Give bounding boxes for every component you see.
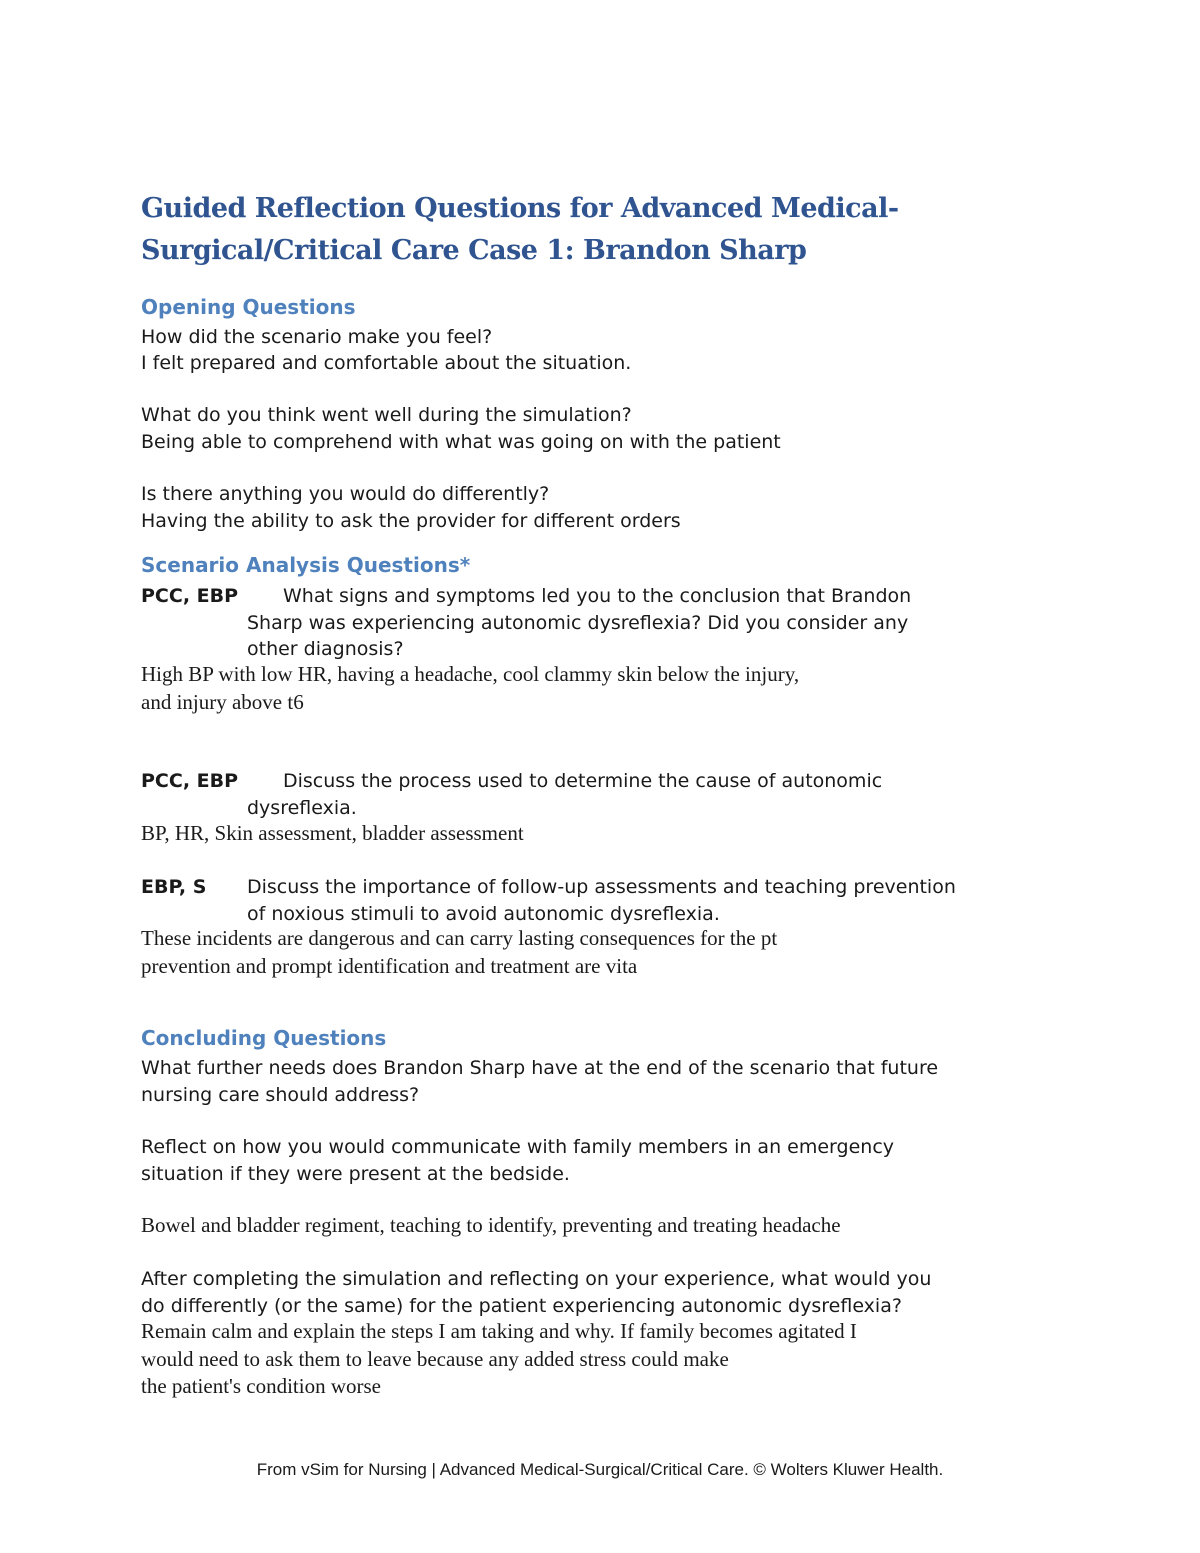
concluding-question-3 <box>141 1266 931 1319</box>
answer-line: the patient's condition worse <box>141 1374 381 1398</box>
document-title <box>141 188 1101 272</box>
competency-tag: EBP, S <box>141 876 207 898</box>
opening-answer-2: Being able to comprehend with what was going on with the patient <box>141 431 781 453</box>
answer-line: Remain calm and explain the steps I am taking and why. If family becomes agitated I <box>141 1319 857 1343</box>
question-line: What signs and symptoms led you to the conclusion that Brandon <box>283 585 912 607</box>
question-line: other diagnosis? <box>247 638 404 660</box>
opening-answer-1: I felt prepared and comfortable about the situation. <box>141 352 632 374</box>
scenario-answer-2 <box>141 820 524 848</box>
opening-answer-3: Having the ability to ask the provider for different orders <box>141 510 681 532</box>
concluding-question-1 <box>141 1055 938 1108</box>
opening-question-2: What do you think went well during the simulation? <box>141 404 632 426</box>
answer-line: These incidents are dangerous and can carry lasting consequences for the pt <box>141 926 778 950</box>
competency-tag: PCC, EBP <box>141 770 239 792</box>
question-line: Sharp was experiencing autonomic dysreflexia? Did you consider any <box>247 611 909 634</box>
scenario-question-3 <box>247 874 956 927</box>
question-line: Discuss the importance of follow-up assessments and teaching prevention <box>247 876 956 898</box>
question-line: do differently (or the same) for the patient experiencing autonomic dysreflexia? <box>141 1294 902 1317</box>
question-line: Discuss the process used to determine the cause of autonomic <box>283 770 883 792</box>
title-line-2: Surgical/Critical Care Case 1: Brandon Sharp <box>141 235 807 266</box>
title-line-1: Guided Reflection Questions for Advanced Medical- <box>141 193 899 224</box>
page-footer: From vSim for Nursing | Advanced Medical-Surgical/Critical Care. © Wolters Kluwer Health. <box>256 1460 944 1479</box>
scenario-answer-1 <box>141 661 799 716</box>
answer-line: BP, HR, Skin assessment, bladder assessment <box>141 821 524 845</box>
opening-question-3: Is there anything you would do differently? <box>141 483 550 505</box>
question-line: situation if they were present at the bedside. <box>141 1162 570 1185</box>
concluding-answer-3 <box>141 1318 857 1401</box>
concluding-questions-heading: Concluding Questions <box>141 1026 387 1050</box>
opening-questions-heading: Opening Questions <box>141 295 356 319</box>
answer-line: High BP with low HR, having a headache, cool clammy skin below the injury, <box>141 662 800 686</box>
answer-line: would need to ask them to leave because any added stress could make <box>141 1346 729 1371</box>
question-line: Reflect on how you would communicate with family members in an emergency <box>141 1136 895 1158</box>
question-line: of noxious stimuli to avoid autonomic dysreflexia. <box>247 902 720 925</box>
opening-question-1: How did the scenario make you feel? <box>141 326 493 348</box>
question-line: nursing care should address? <box>141 1083 420 1106</box>
concluding-answer-2: Bowel and bladder regiment, teaching to identify, preventing and treating headache <box>141 1213 841 1237</box>
competency-tag: PCC, EBP <box>141 585 239 607</box>
scenario-question-2 <box>247 768 882 821</box>
concluding-question-2 <box>141 1134 894 1187</box>
scenario-question-1 <box>247 583 911 663</box>
scenario-answer-3 <box>141 925 777 980</box>
question-line: dysreflexia. <box>247 796 357 819</box>
answer-line: and injury above t6 <box>141 689 304 714</box>
scenario-analysis-heading: Scenario Analysis Questions* <box>141 553 471 577</box>
question-line: After completing the simulation and reflecting on your experience, what would you <box>141 1268 932 1290</box>
answer-line: prevention and prompt identification and treatment are vita <box>141 953 638 978</box>
question-line: What further needs does Brandon Sharp have at the end of the scenario that future <box>141 1057 939 1079</box>
